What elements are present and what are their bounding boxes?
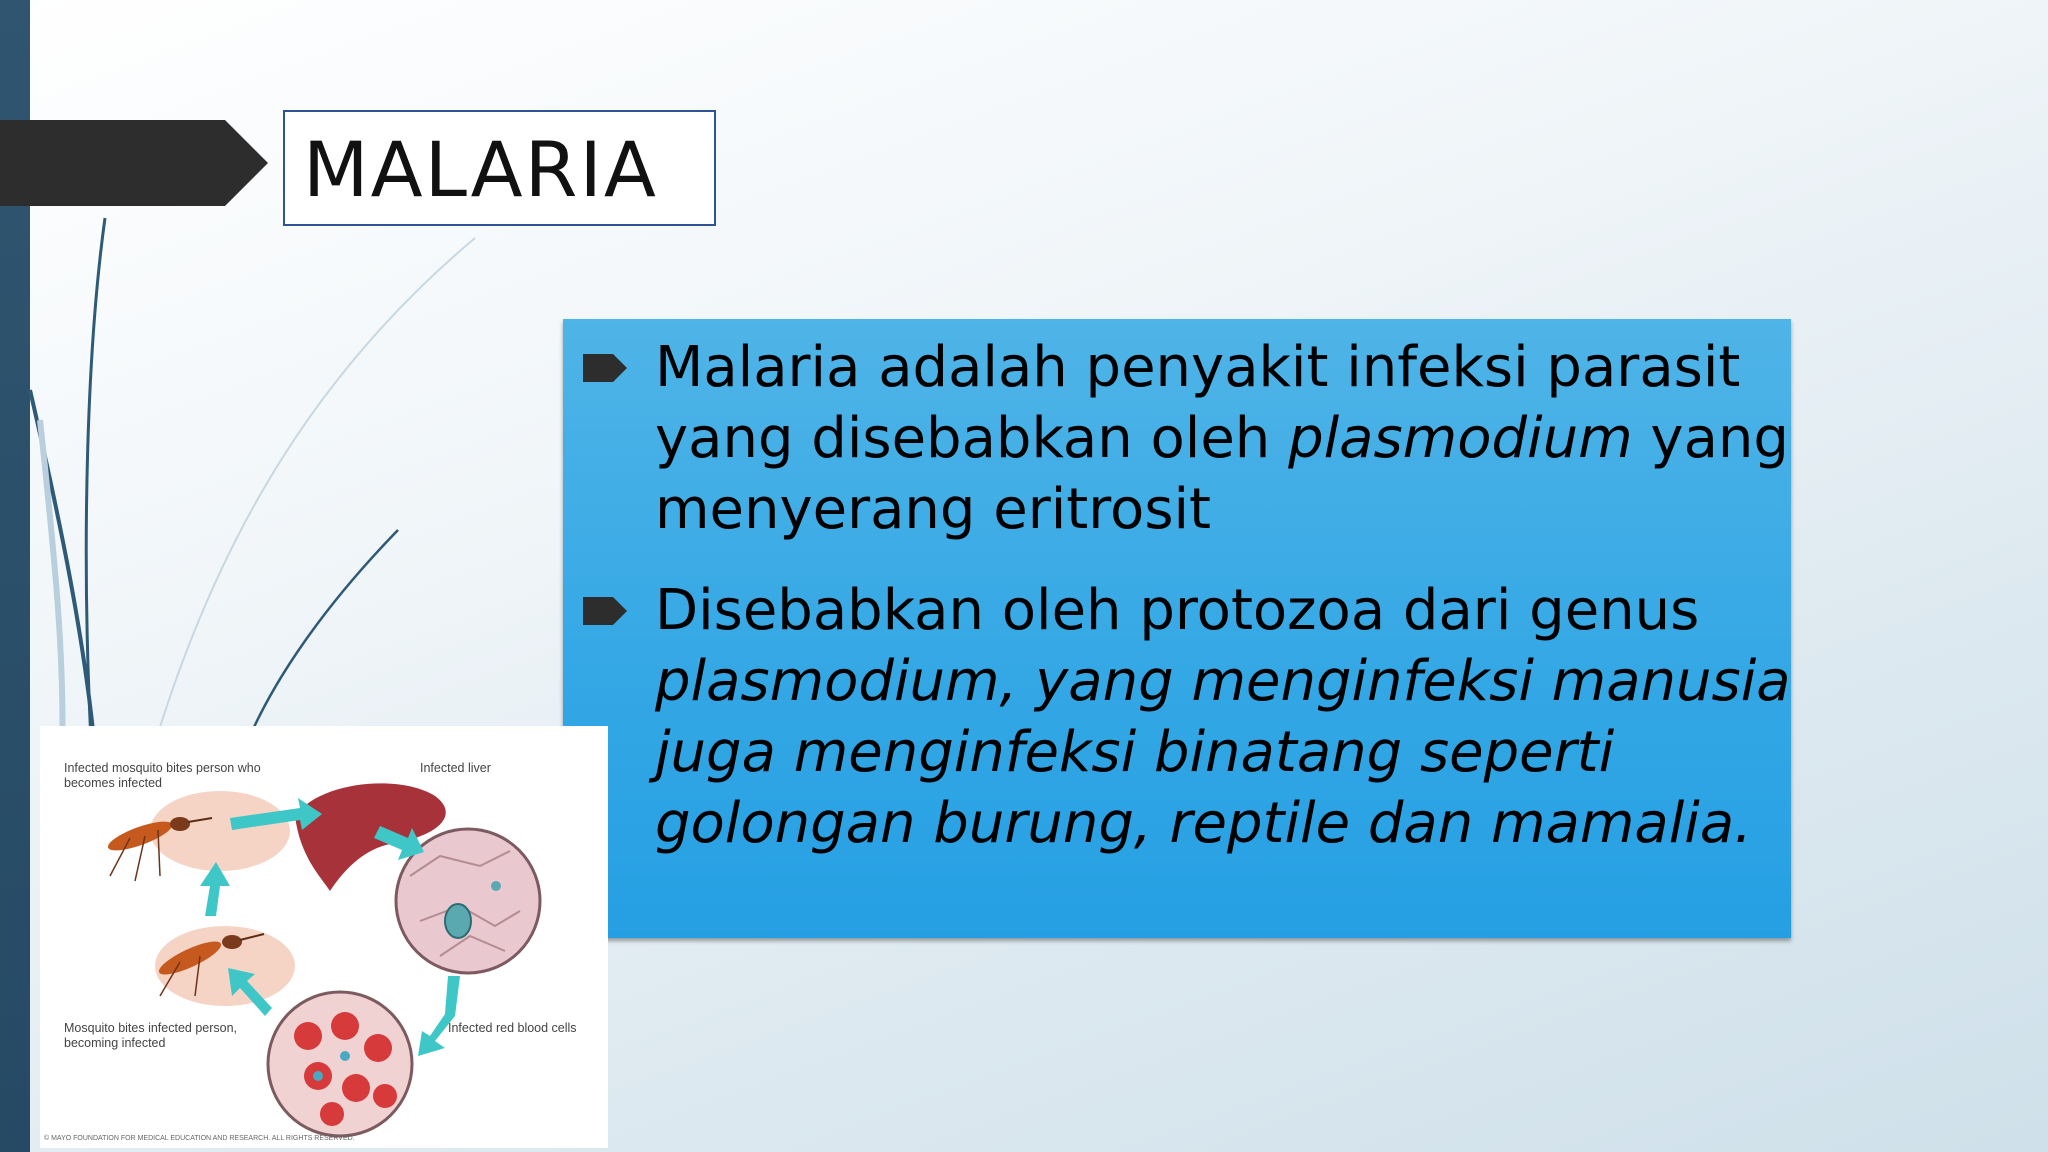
arrow-bullet-icon (583, 597, 627, 625)
title-arrow-shape (0, 120, 270, 206)
bullet-line: menyerang eritrosit (655, 477, 1212, 542)
bullet-line: juga menginfeksi binatang seperti (655, 720, 1615, 785)
slide-title: MALARIA (303, 125, 658, 214)
bullet-line: Malaria adalah penyakit infeksi parasit (655, 335, 1741, 400)
bullet-text (655, 332, 1789, 545)
bullet-line: plasmodium, yang menginfeksi manusia (655, 649, 1791, 714)
bullet-text (655, 575, 1791, 859)
bullet-line: golongan burung, reptile dan mamalia. (655, 791, 1752, 856)
arrow-bullet-icon (583, 354, 627, 382)
figure-label: Infected mosquito bites person who becomes infected (64, 761, 261, 790)
malaria-lifecycle-figure (40, 726, 608, 1148)
bullet-line: yang disebabkan oleh plasmodium yang (655, 406, 1789, 471)
figure-label: Infected red blood cells (448, 1021, 577, 1035)
infected-red-blood-cells-icon (268, 992, 412, 1136)
figure-label: Infected liver (420, 761, 491, 775)
bullet-line: Disebabkan oleh protozoa dari genus (655, 578, 1700, 643)
figure-copyright: © MAYO FOUNDATION FOR MEDICAL EDUCATION AND RESEARCH. ALL RIGHTS RESERVED. (44, 1135, 355, 1142)
figure-label: Mosquito bites infected person, becoming infected (64, 1021, 238, 1050)
title-box (283, 110, 716, 226)
content-panel (563, 319, 1791, 938)
